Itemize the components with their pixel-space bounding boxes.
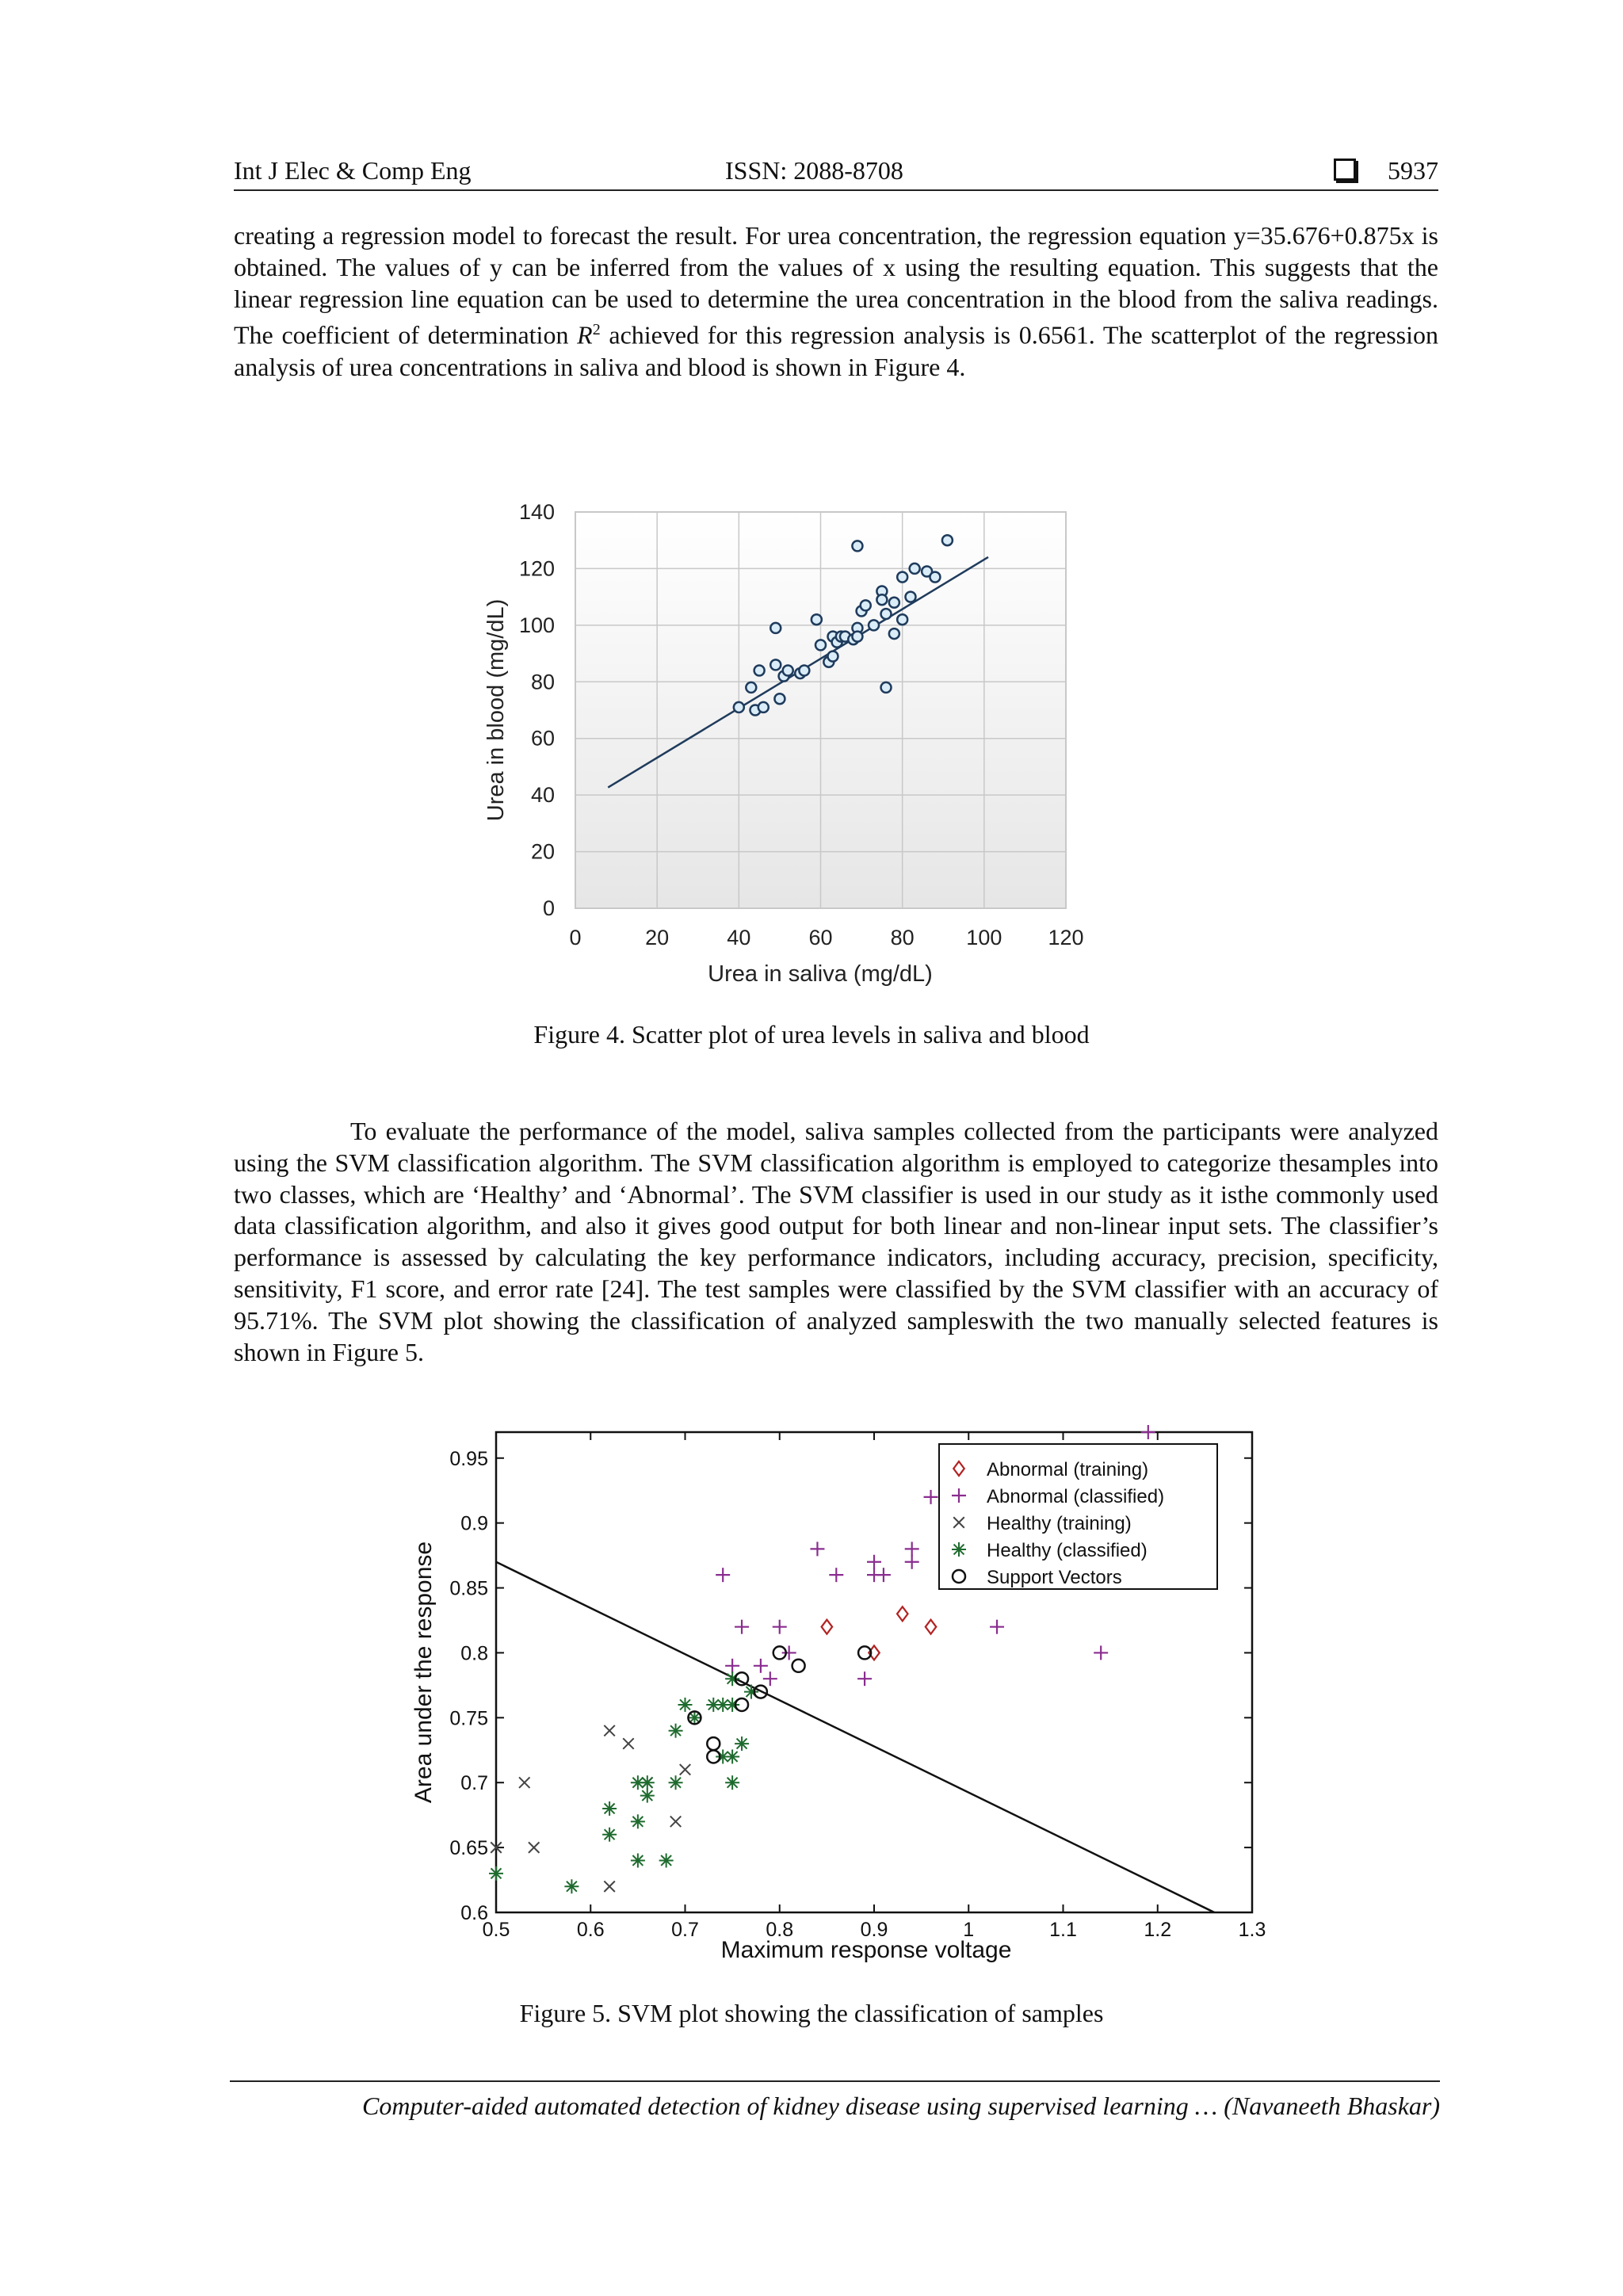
data-point [754,666,765,676]
x-tick-label: 0 [569,926,582,949]
r-symbol: R [577,321,593,350]
page-number-group [1334,156,1438,185]
y-tick-label: 40 [530,783,555,808]
y-tick-label: 0.75 [449,1707,488,1730]
legend-label: Healthy (training) [987,1513,1132,1534]
figure-4-caption: Figure 4. Scatter plot of urea levels in saliva and blood [533,1020,1090,1049]
data-point [889,598,899,608]
data-point [758,702,769,712]
data-point [746,682,756,693]
legend-marker-asterisk [952,1542,966,1557]
x-axis-label: Urea in saliva (mg/dL) [708,961,933,987]
y-axis-label: Area under the response [411,1541,437,1804]
data-point [852,541,862,551]
y-tick-label: 0.95 [449,1447,488,1470]
data-point-asterisk [640,1775,655,1790]
data-point [910,563,920,574]
data-point-asterisk [640,1789,655,1803]
data-point-asterisk [602,1828,617,1842]
x-tick-label: 1 [963,1919,975,1941]
page-header [234,156,1438,191]
x-tick-label: 0.7 [671,1919,699,1941]
y-tick-label: 20 [530,839,555,864]
paragraph-1-text: creating a regression model to forecast the result. For urea concentration, the regression equation y=35.676+0.875x is obtained. The values of y can be inferred from the values of x using the resulting equation. This suggests that the linear regression line equation can be used to determine the urea concentration in the blood from the saliva readings. The coefficient of determination [234,221,1438,350]
data-point-asterisk [678,1698,693,1712]
x-tick-label: 100 [966,926,1002,949]
data-point [770,659,781,670]
legend-label: Support Vectors [987,1567,1122,1588]
data-point [774,693,785,704]
data-point-asterisk [669,1775,683,1790]
x-tick-label: 1.2 [1144,1919,1172,1941]
x-tick-label: 0.6 [576,1919,605,1941]
legend-label: Healthy (classified) [987,1540,1148,1561]
data-point [861,600,871,610]
y-tick-label: 0.85 [449,1577,488,1600]
figure-4-chart [472,491,1201,999]
x-tick-label: 60 [808,926,833,949]
data-point [942,535,953,545]
data-point [815,640,826,650]
paragraph-2: To evaluate the performance of the model, saliva samples collected from the participants were analyzed using the SVM classification algorithm. The SVM classification algorithm is employed to categorize thesamples into two classes, which are ‘Healthy’ and ‘Abnormal’. The SVM classifier is used in our study as it isthe commonly used data classification algorithm, and also it gives good output for both linear and non-linear input sets. The classifier’s performance is assessed by calculating the key performance indicators, including accuracy, precision, specificity, sensitivity, F1 score, and error rate [24]. The test samples were classified by the SVM classifier with an accuracy of 95.71%. The SVM plot showing the classification of analyzed sampleswith the two manually selected features is shown in Figure 5. [234,1117,1438,1366]
y-tick-label: 0.7 [460,1772,488,1795]
data-point-asterisk [564,1879,579,1893]
data-point [799,666,809,676]
figure-5-caption: Figure 5. SVM plot showing the classification of samples [519,1999,1104,2027]
y-tick-label: 0.9 [460,1512,488,1535]
data-point [852,632,862,642]
x-tick-label: 120 [1048,926,1084,949]
legend-label: Abnormal (classified) [987,1486,1165,1507]
x-axis-label: Maximum response voltage [720,1937,1012,1963]
data-point-asterisk [489,1866,503,1881]
x-tick-label: 1.1 [1049,1919,1077,1941]
page-number: 5937 [1388,156,1438,185]
data-point [812,614,822,625]
data-point-asterisk [631,1853,645,1867]
y-tick-label: 0.8 [460,1642,488,1665]
x-tick-label: 0.9 [860,1919,888,1941]
y-axis-label: Urea in blood (mg/dL) [483,598,509,822]
y-tick-label: 60 [530,726,555,751]
x-tick-label: 80 [890,926,915,949]
data-point-asterisk [602,1801,617,1816]
data-point [905,592,915,602]
y-tick-label: 0.65 [449,1837,488,1860]
y-tick-label: 100 [518,613,555,637]
data-point [881,609,892,619]
x-tick-label: 40 [727,926,751,949]
paragraph-1-text-end: achieved for this regression analysis is 0.6561. The scatterplot of the regression analysis of urea concentrations in saliva and blood is shown in Figure 4. [234,321,1438,381]
data-point [734,702,744,712]
y-tick-label: 0.6 [460,1902,488,1924]
data-point-asterisk [725,1749,739,1763]
data-point-asterisk [631,1814,645,1828]
journal-name: Int J Elec & Comp Eng [234,156,472,185]
y-tick-label: 0 [542,896,555,920]
box-icon [1334,159,1356,181]
y-tick-label: 80 [530,670,555,694]
legend-label: Abnormal (training) [987,1459,1149,1480]
data-point-asterisk [725,1775,739,1790]
data-point [930,572,940,583]
x-tick-label: 0.5 [482,1919,510,1941]
data-point [897,614,907,625]
data-point-asterisk [659,1853,674,1867]
y-tick-label: 140 [518,500,555,524]
data-point [869,620,879,630]
page-footer: Computer-aided automated detection of kidney disease using supervised learning … (Navaneeth Bhaskar) [230,2080,1440,2121]
data-point [897,572,907,583]
data-point [827,651,838,662]
x-tick-label: 0.8 [766,1919,794,1941]
data-point [889,628,899,639]
x-tick-label: 1.3 [1238,1919,1266,1941]
paragraph-1 [234,220,1438,384]
r-superscript: 2 [592,321,601,339]
y-tick-label: 120 [518,556,555,581]
legend [939,1444,1217,1589]
data-point-asterisk [735,1736,749,1751]
issn: ISSN: 2088-8708 [725,156,903,185]
x-tick-label: 20 [645,926,670,949]
data-point [881,682,892,693]
data-point [770,623,781,633]
figure-5-chart [404,1419,1276,1989]
data-point [783,666,793,676]
data-point-asterisk [669,1724,683,1738]
data-point [876,594,887,605]
